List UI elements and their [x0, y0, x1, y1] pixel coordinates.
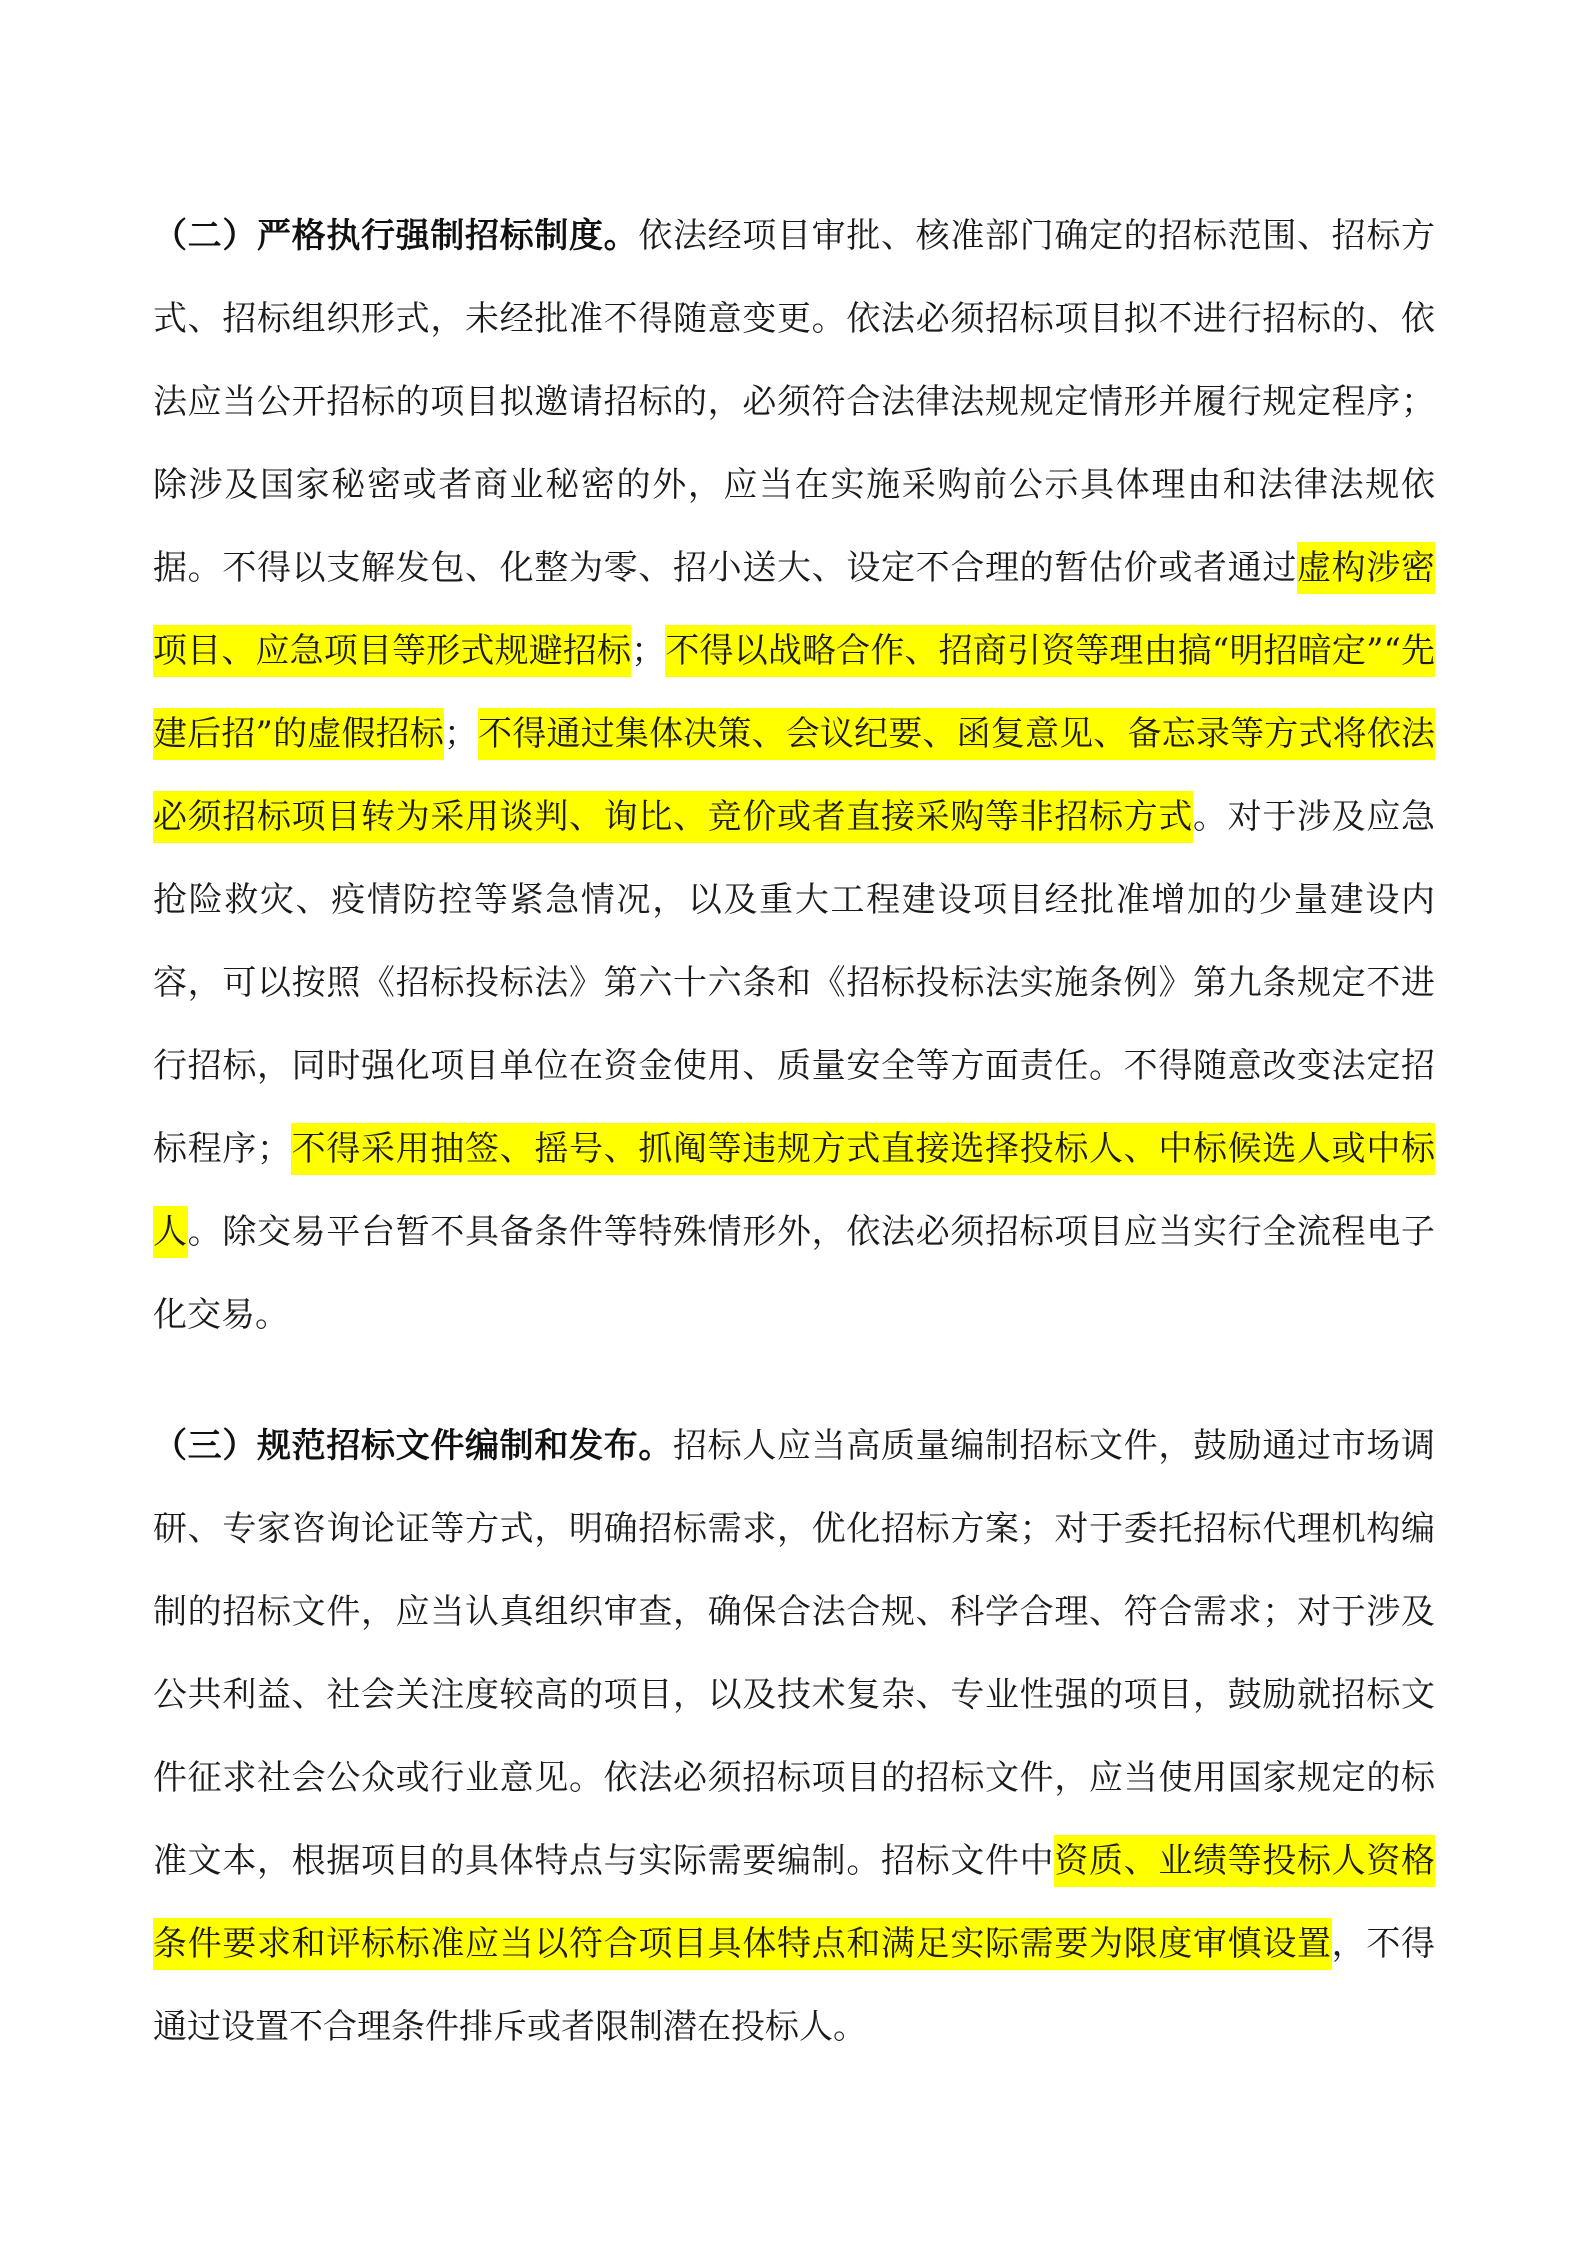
body-text: ；	[631, 631, 666, 671]
body-text: 。除交易平台暂不具备条件等特殊情形外，依法必须招标项目应当实行全流程电子化交易。	[153, 1212, 1436, 1335]
paragraph-heading: （二）严格执行强制招标制度。	[153, 216, 639, 256]
highlighted-text: 资质、业绩等投标人资格条件要求和评标标准应当以符合项目具体特点和满足实际需要为限度审慎设置	[153, 1835, 1435, 1970]
paragraph-tender-documents	[153, 1405, 1435, 2069]
paragraph-strict-bidding	[153, 195, 1435, 1357]
body-text: 。对于涉及应急抢险救灾、疫情防控等紧急情况，以及重大工程建设项目经批准增加的少量建设内容，可以按照《招标投标法》第六十六条和《招标投标法实施条例》第九条规定不进行招标，同时强化项目单位在资金使用、质量安全等方面责任。不得随意改变法定招标程序；	[153, 797, 1435, 1169]
paragraph-heading: （三）规范招标文件编制和发布。	[153, 1426, 673, 1466]
body-text: 招标人应当高质量编制招标文件，鼓励通过市场调研、专家咨询论证等方式，明确招标需求，优化招标方案；对于委托招标代理机构编制的招标文件，应当认真组织审查，确保合法合规、科学合理、符合需求；对于涉及公共利益、社会关注度较高的项目，以及技术复杂、专业性强的项目，鼓励就招标文件征求社会公众或行业意见。依法必须招标项目的招标文件，应当使用国家规定的标准文本，根据项目的具体特点与实际需要编制。招标文件中	[153, 1426, 1435, 1881]
body-text: 依法经项目审批、核准部门确定的招标范围、招标方式、招标组织形式，未经批准不得随意变更。依法必须招标项目拟不进行招标的、依法应当公开招标的项目拟邀请招标的，必须符合法律法规规定情形并履行规定程序；除涉及国家秘密或者商业秘密的外，应当在实施采购前公示具体理由和法律法规依据。不得以支解发包、化整为零、招小送大、设定不合理的暂估价或者通过	[153, 216, 1436, 588]
body-text: ；	[444, 714, 478, 754]
body-text: ，不得通过设置不合理条件排斥或者限制潜在投标人。	[153, 1924, 1436, 2047]
highlighted-text: 不得以战略合作、招商引资等理由搞“明招暗定”“先建后招”的虚假招标	[153, 625, 1435, 760]
highlighted-text: 不得通过集体决策、会议纪要、函复意见、备忘录等方式将依法必须招标项目转为采用谈判、询比、竞价或者直接采购等非招标方式	[153, 708, 1435, 843]
highlighted-text: 虚构涉密项目、应急项目等形式规避招标	[153, 542, 1435, 677]
highlighted-text: 不得采用抽签、摇号、抓阄等违规方式直接选择投标人、中标候选人或中标人	[153, 1123, 1435, 1258]
